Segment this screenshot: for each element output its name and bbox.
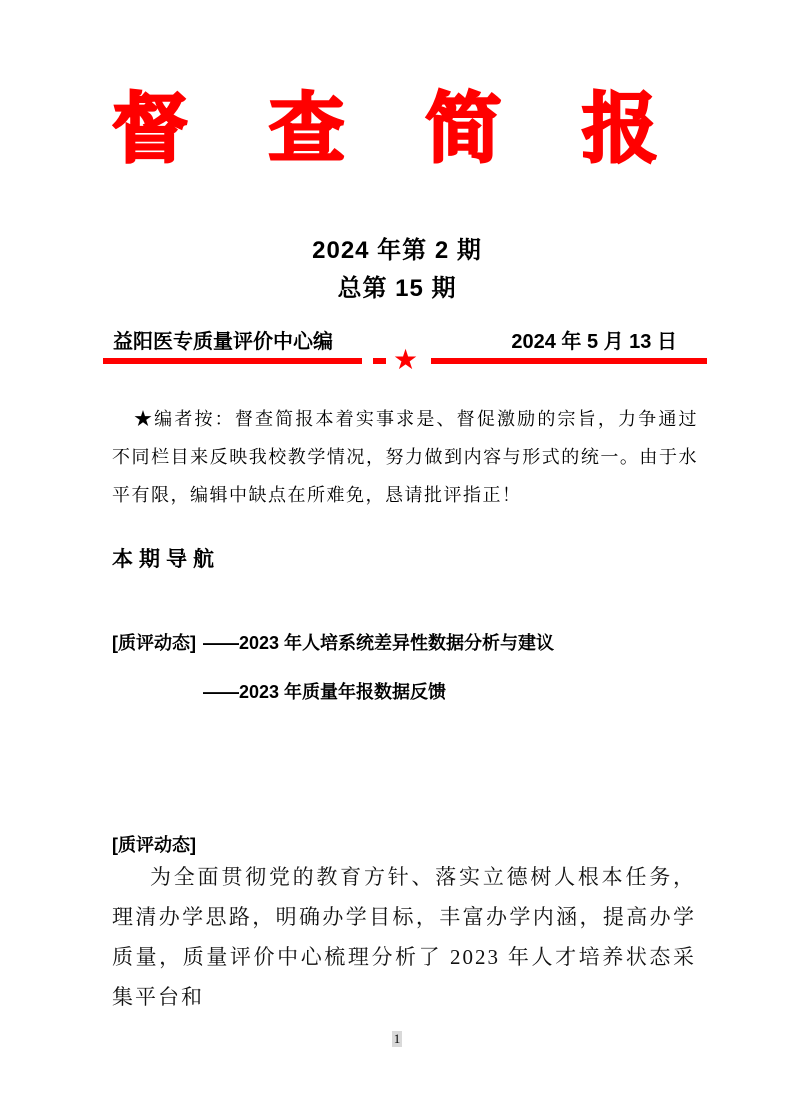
editor-note: ★编者按：督查简报本着实事求是、督促激励的宗旨，力争通过不同栏目来反映我校教学情况，努力做到内容与形式的统一。由于水平有限，编辑中缺点在所难免，恳请批评指正！ bbox=[112, 409, 698, 505]
publisher-name: 益阳医专质量评价中心编 bbox=[113, 331, 333, 353]
red-rule-right-segment bbox=[431, 358, 707, 364]
red-rule-left-segment bbox=[103, 358, 362, 364]
publication-date: 2024 年 5 月 13 日 bbox=[511, 331, 677, 353]
section-body-paragraph: 为全面贯彻党的教育方针、落实立德树人根本任务，理清办学思路，明确办学目标，丰富办学内涵，提高办学质量，质量评价中心梳理分析了 2023 年人才培养状态采集平台和 bbox=[112, 865, 696, 1009]
masthead-title-char: 简 bbox=[425, 87, 502, 172]
nav-item: ——2023 年人培系统差异性数据分析与建议 bbox=[203, 633, 555, 653]
cumulative-issue-number: 总第 15 期 bbox=[337, 275, 457, 302]
masthead-title bbox=[112, 87, 658, 172]
issue-number: 2024 年第 2 期 bbox=[312, 237, 482, 264]
page-footer bbox=[0, 1030, 794, 1048]
masthead-title-char: 报 bbox=[581, 87, 658, 172]
section-label: [质评动态] bbox=[112, 835, 196, 855]
nav-heading: 本期导航 bbox=[112, 547, 220, 571]
nav-section-label: [质评动态] bbox=[112, 633, 196, 653]
page-number: 1 bbox=[393, 1031, 401, 1046]
masthead-title-char: 督 bbox=[112, 87, 188, 172]
nav-item: ——2023 年质量年报数据反馈 bbox=[203, 682, 447, 702]
red-rule-dash-segment bbox=[373, 358, 386, 364]
masthead-title-char: 查 bbox=[268, 87, 345, 172]
star-icon: ★ bbox=[393, 343, 419, 376]
